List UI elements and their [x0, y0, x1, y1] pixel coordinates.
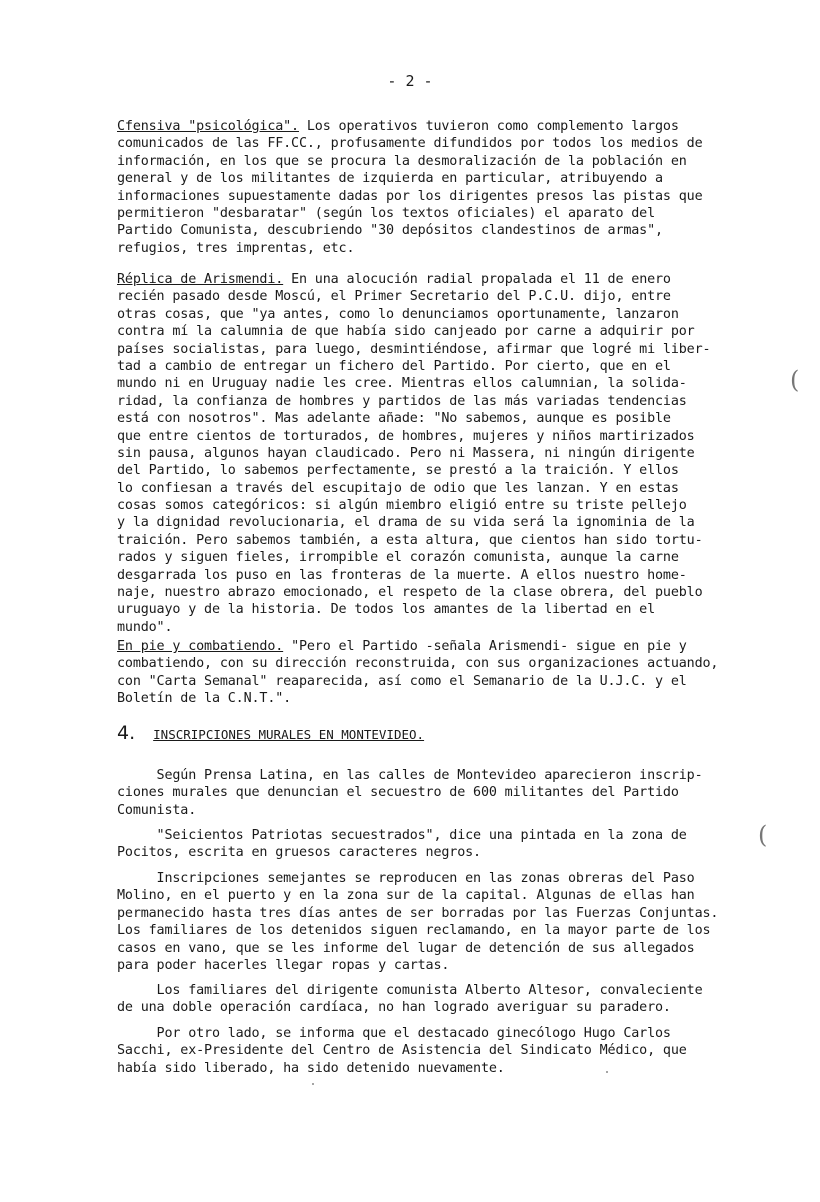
paragraph-line: casos en vano, que se les informe del lugar de detención de sus allegados — [117, 940, 695, 956]
paragraph-line: para poder hacerles llegar ropas y cartas. — [117, 957, 450, 973]
paragraph-line: "Seicientos Patriotas secuestrados", dice una pintada en la zona de — [117, 828, 687, 843]
paragraph-line: mundo ni en Uruguay nadie les cree. Mientras ellos calumnian, la solida- — [117, 376, 687, 392]
paragraph-line: países socialistas, para luego, desmintiéndose, afirmar que logré mi liber- — [117, 341, 711, 357]
page-number: - 2 - — [387, 72, 433, 90]
paragraph-line: mundo". — [117, 619, 173, 635]
paragraph-inscripciones — [117, 870, 777, 974]
scan-dust-speck — [606, 1071, 608, 1073]
paragraph-line: Inscripciones semejantes se reproducen en las zonas obreras del Paso — [117, 871, 695, 886]
paragraph-line: recién pasado desde Moscú, el Primer Secretario del P.C.U. dijo, entre — [117, 289, 671, 305]
paragraph-prensa-latina — [117, 767, 777, 819]
paragraph-line: con "Carta Semanal" reaparecida, así como el Semanario de la U.J.C. y el — [117, 673, 687, 689]
paragraph-altesor — [117, 982, 777, 1017]
section-title: Cfensiva "psicológica". — [117, 119, 299, 134]
paragraph-line: Pocitos, escrita en gruesos caracteres negros. — [117, 845, 481, 861]
paragraph-line: Molino, en el puerto y en la zona sur de la capital. Algunas de ellas han — [117, 888, 695, 904]
paragraph-line: ciones murales que denuncian el secuestro de 600 militantes del Partido — [117, 785, 679, 801]
paragraph-line: Réplica de Arismendi. En una alocución radial propalada el 11 de enero — [117, 272, 671, 287]
section-heading-4 — [117, 722, 424, 744]
paragraph-line: permanecido hasta tres días antes de ser borradas por las Fuerzas Conjuntas. — [117, 905, 719, 921]
paragraph-line: de una doble operación cardíaca, no han logrado averiguar su paradero. — [117, 1000, 671, 1016]
paragraph-line: otras cosas, que "ya antes, como lo denunciamos oportunamente, lanzaron — [117, 306, 679, 322]
paragraph-line: que entre cientos de torturados, de hombres, mujeres y niños martirizados — [117, 428, 695, 444]
scan-bracket-mark: ( — [790, 366, 800, 394]
paragraph-line: Comunista. — [117, 802, 197, 818]
section-title: En pie y combatiendo. — [117, 639, 284, 654]
paragraph-line: sin pausa, algunos hayan claudicado. Pero ni Massera, ni ningún dirigente — [117, 445, 695, 461]
paragraph-line: Los familiares de los detenidos siguen reclamando, en la mayor parte de los — [117, 923, 711, 939]
paragraph-sacchi — [117, 1025, 777, 1077]
paragraph-line: refugios, tres imprentas, etc. — [117, 240, 355, 256]
paragraph-line: En pie y combatiendo. "Pero el Partido -señala Arismendi- sigue en pie y — [117, 639, 687, 654]
paragraph-line: del Partido, lo sabemos perfectamente, se prestó a la traición. Y ellos — [117, 463, 679, 479]
paragraph-line: Partido Comunista, descubriendo "30 depósitos clandestinos de armas", — [117, 223, 663, 239]
section-heading-title: INSCRIPCIONES MURALES EN MONTEVIDEO. — [153, 727, 425, 742]
paragraph-line: traición. Pero sabemos también, a esta altura, que cientos han sido tortu- — [117, 532, 703, 548]
paragraph-line: desgarrada los puso en las fronteras de la muerte. A ellos nuestro home- — [117, 567, 687, 583]
paragraph-line: Por otro lado, se informa que el destacado ginecólogo Hugo Carlos — [117, 1026, 671, 1041]
paragraph-line: había sido liberado, ha sido detenido nuevamente. — [117, 1060, 505, 1076]
paragraph-line: información, en los que se procura la desmoralización de la población en — [117, 153, 687, 169]
paragraph-line: Sacchi, ex-Presidente del Centro de Asistencia del Sindicato Médico, que — [117, 1043, 687, 1059]
paragraph-line: está con nosotros". Mas adelante añade: "No sabemos, aunque es posible — [117, 411, 671, 427]
paragraph-line: Los familiares del dirigente comunista Alberto Altesor, convaleciente — [117, 983, 703, 998]
paragraph-pintada — [117, 827, 777, 862]
paragraph-line: y la dignidad revolucionaria, el drama de su vida será la ignominia de la — [117, 515, 695, 531]
paragraph-line: general y de los militantes de izquierda en particular, atribuyendo a — [117, 171, 663, 187]
paragraph-line: Boletín de la C.N.T.". — [117, 691, 292, 707]
paragraph-line: rados y siguen fieles, irrompible el corazón comunista, aunque la carne — [117, 550, 679, 566]
paragraph-line: Según Prensa Latina, en las calles de Montevideo aparecieron inscrip- — [117, 768, 703, 783]
paragraph-line: lo confiesan a través del escupitajo de odio que les lanzan. Y en estas — [117, 480, 679, 496]
paragraph-line: contra mí la calumnia de que había sido canjeado por carne a adquirir por — [117, 324, 695, 340]
paragraph-line: cosas somos categóricos: si algún miembro eligió entre su triste pellejo — [117, 498, 687, 514]
paragraph-line: tad a cambio de entregar un fichero del Partido. Por cierto, que en el — [117, 358, 671, 374]
paragraph-line: Cfensiva "psicológica". Los operativos tuvieron como complemento largos — [117, 119, 679, 134]
section-replica — [117, 271, 777, 636]
scan-dust-speck — [312, 1083, 314, 1085]
paragraph-line: permitieron "desbaratar" (según los textos oficiales) el aparato del — [117, 205, 656, 221]
paragraph-line: naje, nuestro abrazo emocionado, el respeto de la clase obrera, del pueblo — [117, 585, 703, 601]
paragraph-line: comunicados de las FF.CC., profusamente difundidos por todos los medios de — [117, 136, 703, 152]
scan-bracket-mark: ( — [758, 821, 768, 849]
section-title: Réplica de Arismendi. — [117, 272, 284, 287]
paragraph-line: informaciones supuestamente dadas por los dirigentes presos las pistas que — [117, 188, 703, 204]
section-number: 4. — [117, 722, 136, 744]
paragraph-line: combatiendo, con su dirección reconstruida, con sus organizaciones actuando, — [117, 656, 719, 672]
section-ofensiva — [117, 118, 777, 257]
section-en-pie — [117, 638, 777, 708]
paragraph-line: ridad, la confianza de hombres y partidos de las más variadas tendencias — [117, 393, 687, 409]
paragraph-line: uruguayo y de la historia. De todos los amantes de la libertad en el — [117, 602, 656, 618]
